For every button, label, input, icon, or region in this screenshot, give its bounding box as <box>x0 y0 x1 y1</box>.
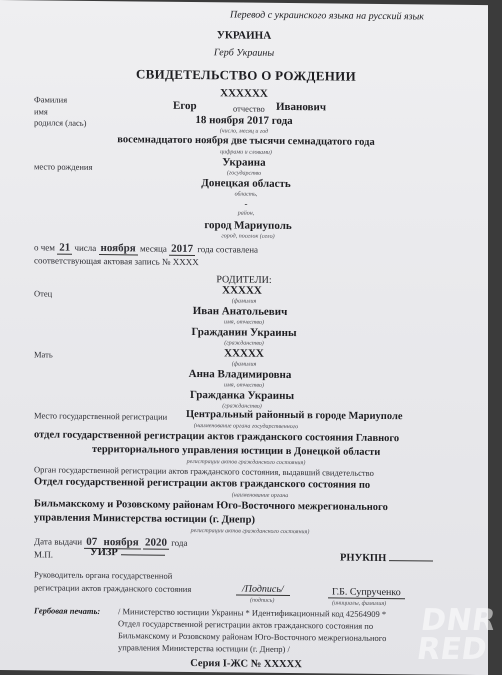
issuer-line3: управления Министерства юстиции (г. Днепр) <box>34 513 255 526</box>
registration-place-caption1: (наименование органа государственного <box>194 423 298 430</box>
dob-words-caption: цифрами и словами) <box>220 149 272 156</box>
dob-digits-caption: (число, месяц и год <box>220 128 268 135</box>
act-day-word: числа <box>74 243 96 253</box>
country-heading: УКРАИНА <box>217 30 271 42</box>
seal-line2: Отдел государственной регистрации актов гражданского состояния по <box>118 619 373 630</box>
act-record-line <box>34 242 258 255</box>
mother-name: Анна Владимировна <box>189 369 292 381</box>
seal-line3: Бильмакскому и Розовскому районам Юго-Восточного межрегионального <box>118 631 386 642</box>
first-name-value: Егор <box>173 101 197 112</box>
registration-place-label: Место государственной регистрации <box>34 411 167 421</box>
rnukpn-blank-line <box>389 560 433 561</box>
act-suffix: года составлена <box>197 244 258 255</box>
surname-value: ХХХХХХ <box>220 88 268 99</box>
birthplace-region-caption: область, <box>235 191 258 197</box>
series-number: Серия I-ЖС № ХХХХХ <box>190 659 302 671</box>
registration-place-line1: Центральный районный в городе Мариуполе <box>186 410 403 423</box>
birthplace-country: Украина <box>222 157 265 168</box>
act-day: 21 <box>57 242 72 255</box>
head-name-caption: (инициалы, фамилия) <box>332 600 386 607</box>
uizr-blank-line <box>121 554 165 555</box>
issuer-line1: Отдел государственной регистрации актов гражданского состояния по <box>34 477 370 491</box>
seal-label: Гербовая печать: <box>34 606 100 615</box>
father-citizenship: Гражданин Украины <box>191 327 296 339</box>
mother-label: Мать <box>34 350 53 359</box>
head-label-line2: регистрации актов гражданского состояния <box>34 583 191 593</box>
registration-place-caption2: регистрации актов гражданского состояния) <box>187 459 306 466</box>
mother-name-caption: имя, отчество) <box>224 382 264 388</box>
issuer-caption2: регистрации актов гражданского состояния) <box>191 528 310 535</box>
birthplace-district-caption: район, <box>238 210 254 216</box>
father-citizenship-caption: (гражданство) <box>224 340 263 346</box>
watermark-line2: RED <box>415 636 494 665</box>
head-name: Г.Б. Супрученко <box>328 587 405 599</box>
uizr-label <box>90 548 165 559</box>
father-label: Отец <box>34 289 52 298</box>
birthplace-city: город Мариуполь <box>204 220 291 232</box>
issue-year: 2020 <box>143 536 169 549</box>
watermark-logo <box>415 607 498 664</box>
parents-heading: РОДИТЕЛИ: <box>216 275 271 286</box>
act-year: 2017 <box>169 243 195 256</box>
mother-citizenship: Гражданка Украины <box>190 390 294 402</box>
mother-surname-caption: (фамилия <box>232 361 257 367</box>
issue-year-suffix: года <box>171 538 187 548</box>
act-month-word: месяца <box>140 243 167 253</box>
issue-date-label: Дата выдачи <box>34 536 82 547</box>
rnukpn-label <box>340 554 433 565</box>
signature-caption: (подпись) <box>250 598 274 604</box>
issue-day: 07 <box>84 536 99 549</box>
issue-month: ноября <box>102 536 141 549</box>
name-label: имя <box>34 107 48 116</box>
signature-value: /Подпись/ <box>236 584 290 596</box>
act-month: ноября <box>99 242 138 255</box>
birthplace-country-caption: (государство <box>227 170 261 176</box>
mother-surname: ХХХХХ <box>224 348 264 359</box>
registration-place-line3: территориального управления юстиции в Донецкой области <box>92 445 380 459</box>
birthplace-district-dash: - <box>245 200 248 209</box>
seal-line1: / Министерство юстиции Украины * Идентификационный код 42564909 * <box>118 607 386 618</box>
issuer-label: Орган государственной регистрации актов гражданского состояния, выдавший свидетельство <box>34 465 374 477</box>
head-label-line1: Руководитель органа государственной <box>34 570 172 580</box>
birthplace-region: Донецкая область <box>201 178 291 190</box>
born-label: родился (лась) <box>34 118 87 127</box>
surname-label: Фамилия <box>34 95 67 104</box>
translation-note: Перевод с украинского языка на русский язык <box>230 10 424 22</box>
mother-citizenship-caption: (гражданство) <box>222 403 261 409</box>
patronymic-label: отчество <box>233 104 265 113</box>
father-name: Иван Анатольевич <box>193 306 288 318</box>
dob-digits: 18 ноября 2017 года <box>195 115 292 127</box>
father-surname-caption: (фамилия <box>232 298 257 304</box>
watermark-line1: DNR <box>419 607 498 636</box>
dob-words: восемнадцатого ноября две тысячи семнадцатого года <box>117 135 374 148</box>
birthplace-city-caption: город, поселок (село) <box>221 233 274 240</box>
act-record-number: соответствующая актовая запись № ХХХХ <box>34 256 199 267</box>
seal-line4: управления Министерства юстиции (г. Днепр) / <box>118 643 290 653</box>
issuer-caption1: (наименование органа <box>232 492 288 499</box>
father-surname: ХХХХХ <box>222 285 262 296</box>
father-name-caption: имя, отчество) <box>224 319 264 325</box>
issuer-line2: Бильмакскому и Розовскому районам Юго-Восточного межрегионального <box>34 499 388 513</box>
birthplace-label: место рождения <box>34 162 92 171</box>
uizr-text: УИЗР <box>90 547 118 558</box>
registration-place-line2: отдел государственной регистрации актов гражданского состояния Главного <box>34 430 399 444</box>
rnukpn-text: РНУКПН <box>340 553 386 564</box>
act-prefix: о чем <box>34 242 55 252</box>
mp-label: М.П. <box>34 550 53 559</box>
coat-of-arms-note: Герб Украины <box>214 48 274 59</box>
document-title: СВИДЕТЕЛЬСТВО О РОЖДЕНИИ <box>136 67 356 82</box>
patronymic-value: Иванович <box>276 102 326 114</box>
